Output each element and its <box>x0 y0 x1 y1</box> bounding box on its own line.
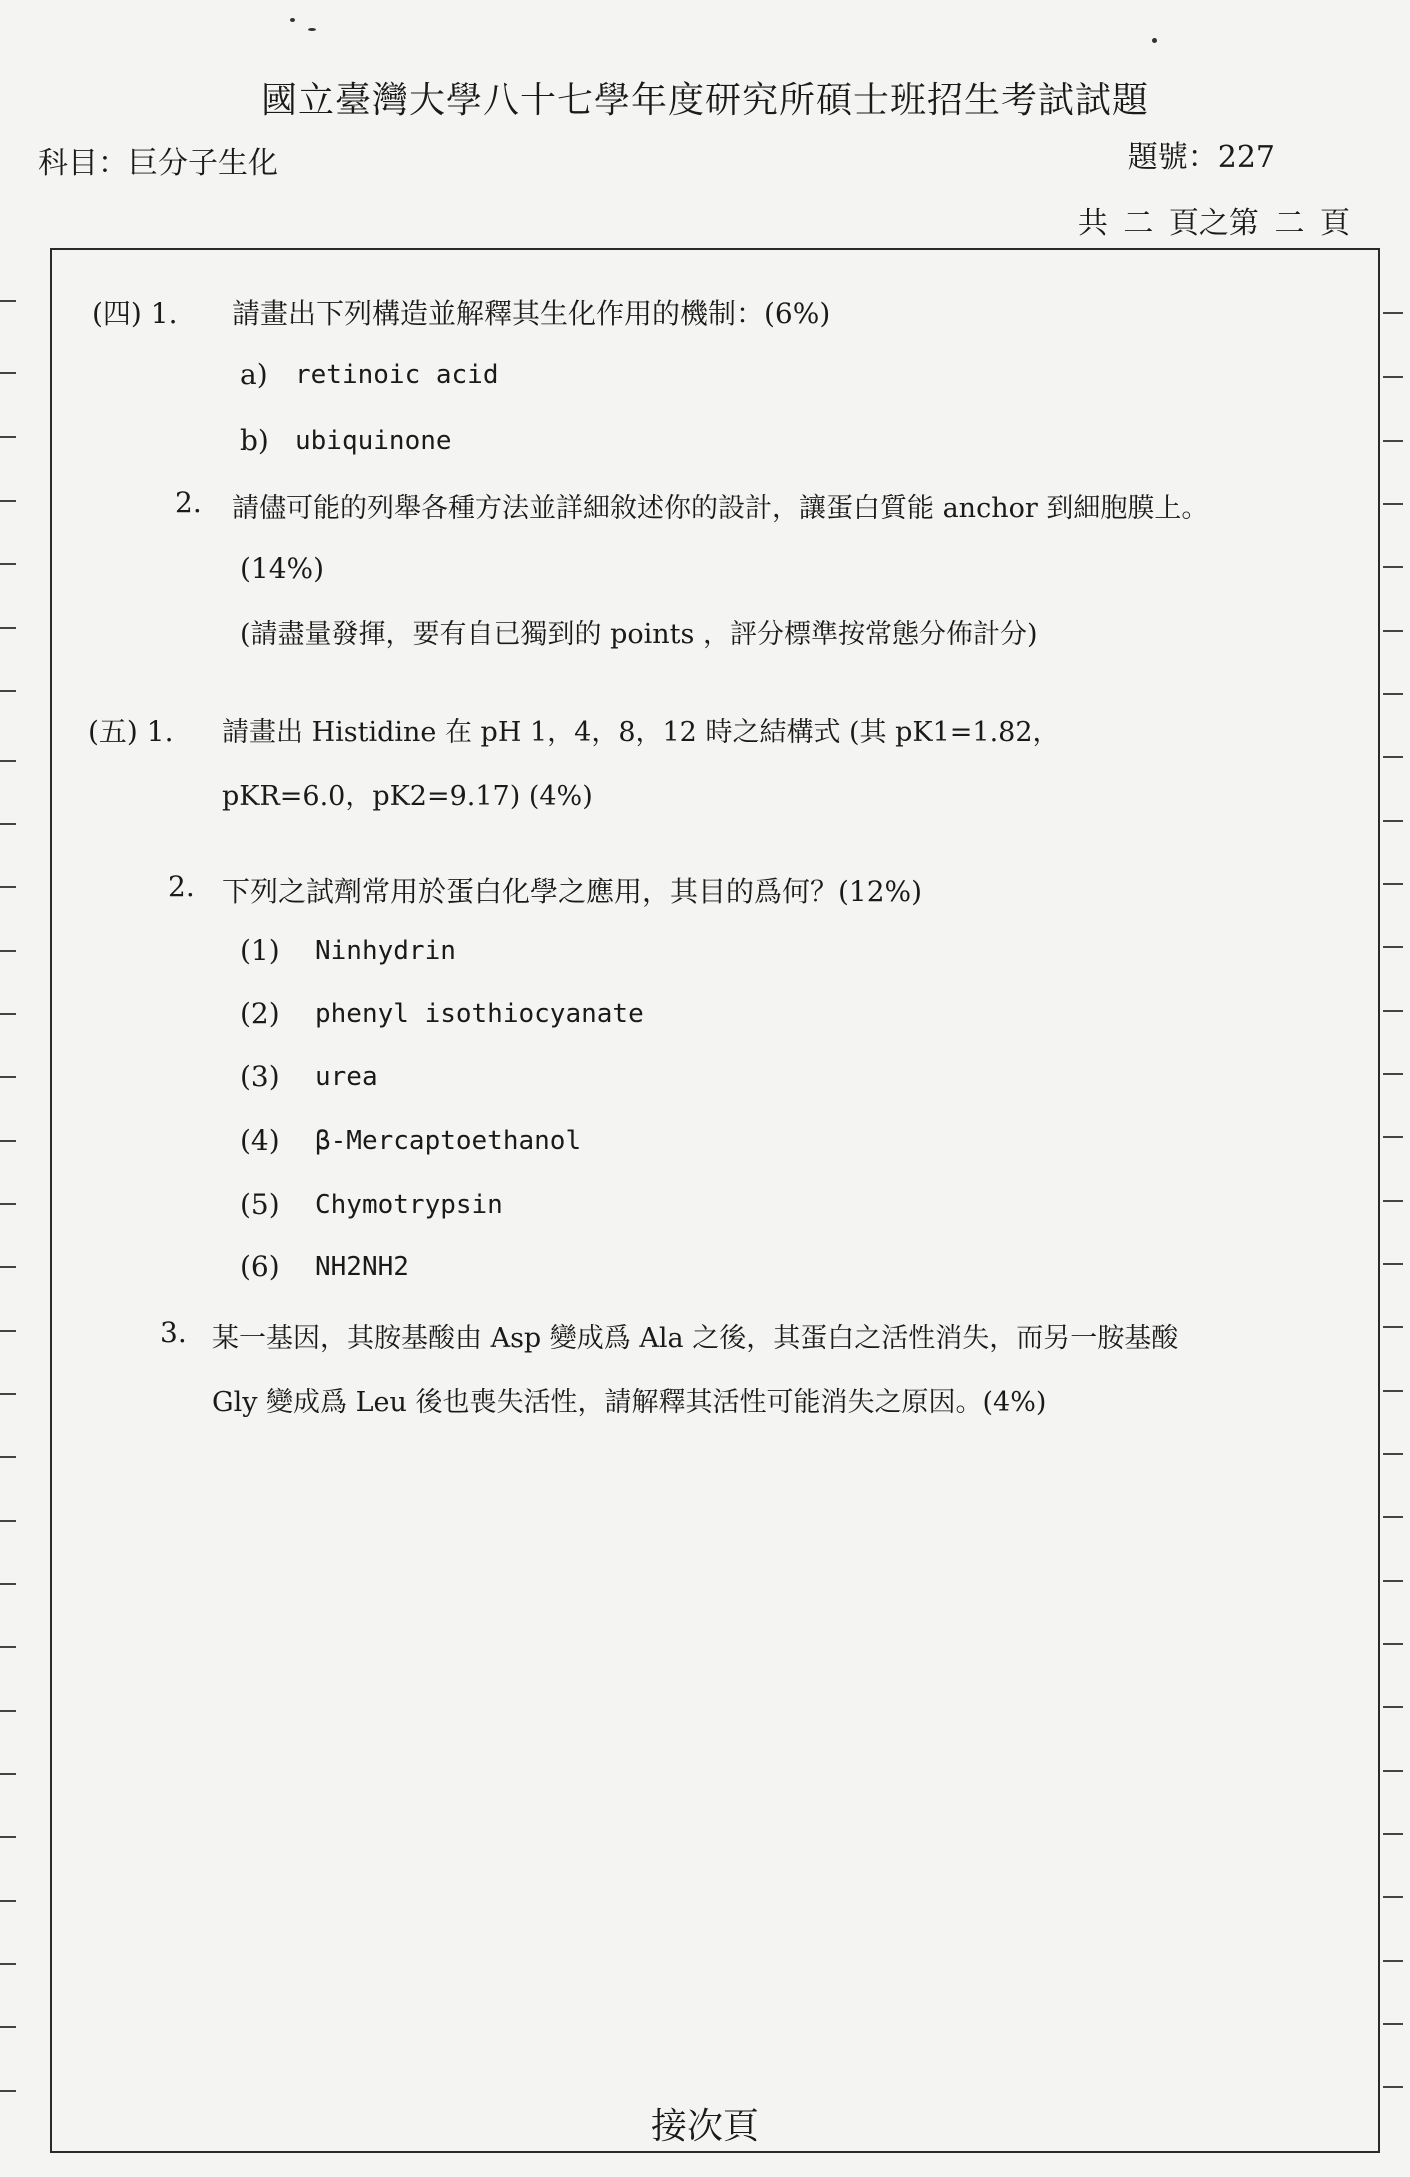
margin-tick <box>1383 2023 1403 2025</box>
margin-tick <box>1383 756 1403 758</box>
s4-q1-item-a-label: a) <box>240 358 268 391</box>
margin-tick <box>0 1456 16 1458</box>
margin-tick <box>0 1140 16 1142</box>
s4-q1-text: 請畫出下列構造並解釋其生化作用的機制：(6%) <box>232 297 831 330</box>
s5-q2-item-5-label: (5) <box>240 1188 280 1221</box>
margin-tick <box>0 1646 16 1648</box>
scan-speck <box>308 28 316 31</box>
margin-tick <box>0 1330 16 1332</box>
margin-tick <box>0 1076 16 1078</box>
margin-tick <box>1383 1896 1403 1898</box>
margin-tick <box>0 1836 16 1838</box>
margin-tick <box>1383 1390 1403 1392</box>
margin-tick <box>0 300 16 302</box>
margin-tick <box>0 2026 16 2028</box>
s4-q2-label: 2. <box>175 486 202 519</box>
s5-q3-label: 3. <box>160 1316 187 1349</box>
margin-tick <box>1383 1643 1403 1645</box>
margin-tick <box>1383 946 1403 948</box>
s5-q2-item-3-label: (3) <box>240 1060 280 1093</box>
s5-q2-item-2-text: phenyl isothiocyanate <box>315 999 644 1029</box>
exam-subject: 科目：巨分子生化 <box>38 146 278 181</box>
margin-tick <box>1383 1580 1403 1582</box>
margin-tick <box>1383 1200 1403 1202</box>
s5-q2-item-6-label: (6) <box>240 1250 280 1283</box>
margin-tick <box>1383 1833 1403 1835</box>
margin-tick <box>0 500 16 502</box>
s4-q1-label: (四) 1. <box>92 297 178 330</box>
margin-tick <box>1383 1073 1403 1075</box>
margin-tick <box>0 1393 16 1395</box>
s5-q2-item-4-text: β-Mercaptoethanol <box>315 1126 582 1156</box>
scan-speck <box>290 18 295 22</box>
margin-tick <box>0 1710 16 1712</box>
margin-tick <box>0 950 16 952</box>
s5-q2-label: 2. <box>168 870 195 903</box>
s5-q3-line1: 某一基因，其胺基酸由 Asp 變成爲 Ala 之後，其蛋白之活性消失，而另一胺基酸 <box>212 1323 1179 1354</box>
s5-q2-item-1-label: (1) <box>240 934 280 967</box>
margin-tick <box>1383 820 1403 822</box>
margin-tick <box>1383 630 1403 632</box>
s5-q1-line1: 請畫出 Histidine 在 pH 1，4，8，12 時之結構式 (其 pK1=1.82， <box>222 717 1060 748</box>
s4-q2-score: (14%) <box>240 552 325 585</box>
s5-q2-item-4-label: (4) <box>240 1124 280 1157</box>
s5-q1-line2: pKR=6.0，pK2=9.17) (4%) <box>222 781 593 812</box>
exam-code: 題號：227 <box>1127 140 1275 175</box>
margin-tick <box>1383 1263 1403 1265</box>
s5-q2-item-1-text: Ninhydrin <box>315 936 456 966</box>
margin-tick <box>1383 566 1403 568</box>
exam-title: 國立臺灣大學八十七學年度研究所碩士班招生考試試題 <box>260 80 1149 121</box>
margin-tick <box>0 1773 16 1775</box>
margin-tick <box>1383 376 1403 378</box>
margin-tick <box>1383 503 1403 505</box>
margin-tick <box>1383 1960 1403 1962</box>
margin-tick <box>1383 883 1403 885</box>
margin-tick <box>0 1266 16 1268</box>
margin-tick <box>1383 1326 1403 1328</box>
margin-tick <box>0 436 16 438</box>
s4-q2-text: 請儘可能的列舉各種方法並詳細敘述你的設計，讓蛋白質能 anchor 到細胞膜上。 <box>232 493 1209 524</box>
margin-tick <box>0 886 16 888</box>
margin-tick <box>1383 1770 1403 1772</box>
margin-tick <box>1383 1516 1403 1518</box>
margin-tick <box>0 372 16 374</box>
s4-q1-item-b-label: b) <box>240 424 269 457</box>
continue-next-page: 接次頁 <box>650 2106 759 2147</box>
s5-q3-line2: Gly 變成爲 Leu 後也喪失活性，請解釋其活性可能消失之原因。(4%) <box>212 1387 1047 1418</box>
s4-q1-item-b-text: ubiquinone <box>295 426 452 456</box>
margin-tick <box>1383 1706 1403 1708</box>
s4-q2-note: (請盡量發揮，要有自已獨到的 points ，評分標準按常態分佈計分) <box>240 619 1038 650</box>
s5-q2-item-6-text: NH2NH2 <box>315 1252 409 1282</box>
margin-tick <box>1383 693 1403 695</box>
margin-tick <box>0 1583 16 1585</box>
margin-tick <box>0 823 16 825</box>
page-count: 共 二 頁之第 二 頁 <box>1077 206 1350 241</box>
margin-tick <box>0 2090 16 2092</box>
s5-q2-item-5-text: Chymotrypsin <box>315 1190 503 1220</box>
margin-tick <box>0 1963 16 1965</box>
margin-tick <box>0 1520 16 1522</box>
margin-tick <box>1383 1453 1403 1455</box>
margin-tick <box>1383 440 1403 442</box>
margin-tick <box>1383 2086 1403 2088</box>
s5-q2-item-2-label: (2) <box>240 997 280 1030</box>
margin-tick <box>0 760 16 762</box>
margin-tick <box>1383 1136 1403 1138</box>
margin-tick <box>0 563 16 565</box>
margin-tick <box>0 1203 16 1205</box>
margin-tick <box>0 627 16 629</box>
margin-tick <box>0 690 16 692</box>
margin-tick <box>0 1013 16 1015</box>
margin-tick <box>1383 1010 1403 1012</box>
margin-tick <box>1383 312 1403 314</box>
s5-q1-label: (五) 1. <box>88 715 174 748</box>
s5-q2-item-3-text: urea <box>315 1062 378 1092</box>
scan-speck <box>1152 38 1157 43</box>
s4-q1-item-a-text: retinoic acid <box>295 360 499 390</box>
s5-q2-text: 下列之試劑常用於蛋白化學之應用，其目的爲何？(12%) <box>222 875 923 908</box>
margin-tick <box>0 1900 16 1902</box>
